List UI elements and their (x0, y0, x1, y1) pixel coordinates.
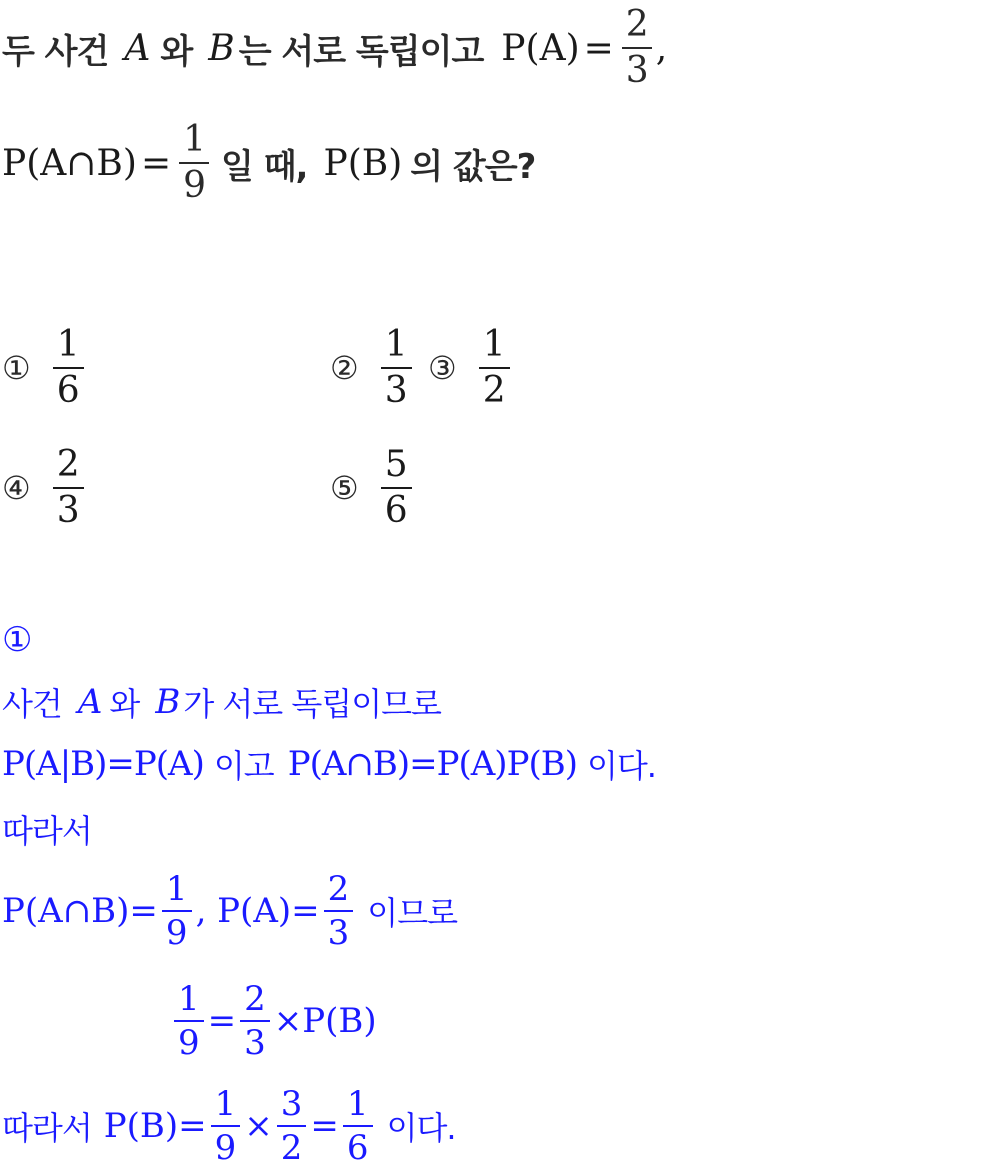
choice-1-label: ① (2, 349, 31, 387)
solution-line6-text: 따라서 (2, 1109, 92, 1147)
choice-2[interactable] (330, 322, 416, 414)
solution-pa-fraction (324, 869, 354, 953)
fraction-num: 2 (327, 869, 350, 909)
question-text-intro: 두 사건 (2, 31, 109, 72)
choice-3-num: 1 (482, 324, 506, 365)
prob-a-num: 2 (625, 4, 648, 45)
prob-ab-label: P(A∩B) (2, 142, 137, 184)
solution-var-a: A (77, 682, 102, 722)
choice-2-label: ② (330, 349, 359, 387)
comma: , (655, 27, 668, 69)
solution-josa-wa: 와 (109, 685, 140, 723)
fraction-den: 6 (346, 1128, 369, 1168)
solution-line4-text: 이므로 (367, 894, 458, 932)
choice-4-label: ④ (2, 469, 31, 507)
choice-2-num: 1 (384, 324, 408, 365)
event-a-var: A (124, 27, 151, 69)
solution-pab-label: P(A∩B)= (2, 891, 158, 931)
choice-1-num: 1 (56, 324, 80, 365)
solution-line-3: 따라서 (2, 812, 92, 850)
solution-pab-fraction (162, 869, 192, 953)
solution-eq-left-fraction (174, 979, 204, 1063)
solution-eq-right-fraction (240, 979, 270, 1063)
prob-a-fraction (622, 4, 652, 91)
question-text-mid: 는 서로 독립이고 (238, 31, 484, 72)
solution-eq-tail: ×P(B) (273, 1001, 377, 1041)
question-text-when: 일 때, (221, 146, 308, 187)
choice-5[interactable] (330, 442, 416, 534)
fraction-num: 1 (178, 979, 200, 1019)
solution-line-1 (2, 682, 441, 722)
prob-a-den: 3 (625, 50, 648, 91)
choice-5-den: 6 (384, 490, 408, 531)
choice-1-den: 6 (56, 370, 80, 411)
solution-f2 (277, 1084, 307, 1168)
solution-line1-post: 가 서로 독립이므로 (183, 685, 441, 723)
prob-ab-num: 1 (183, 119, 206, 160)
solution-indep-eq: P(A∩B)=P(A)P(B) (287, 744, 577, 784)
prob-a-label: P(A) (501, 27, 580, 69)
choice-4-num: 2 (56, 444, 80, 485)
solution-pa-label: , P(A)= (195, 891, 320, 931)
fraction-den: 3 (327, 913, 350, 953)
prob-a-eq: = (583, 27, 614, 69)
choice-3-den: 2 (482, 370, 506, 411)
choice-5-label: ⑤ (330, 469, 359, 507)
solution-line2-and: 이고 (213, 747, 274, 785)
fraction-num: 2 (244, 979, 266, 1019)
choice-3-label: ③ (428, 349, 457, 387)
choice-3-fraction (479, 324, 510, 411)
choice-4[interactable] (2, 442, 88, 534)
event-b-var: B (208, 27, 235, 69)
question-line-2 (2, 118, 535, 208)
fraction-num: 1 (346, 1084, 369, 1124)
solution-line-5 (170, 976, 377, 1066)
solution-times: × (244, 1106, 273, 1146)
solution-var-b: B (155, 682, 180, 722)
solution-f3 (343, 1084, 373, 1168)
fraction-num: 1 (214, 1084, 237, 1124)
fraction-num: 3 (280, 1084, 303, 1124)
question-text-end: 의 값은? (410, 146, 536, 187)
prob-ab-den: 9 (183, 165, 206, 206)
choice-4-den: 3 (56, 490, 80, 531)
choice-2-fraction (381, 324, 412, 411)
fraction-den: 9 (214, 1128, 237, 1168)
solution-line-4 (2, 866, 457, 956)
fraction-den: 2 (280, 1128, 303, 1168)
solution-pb-label: P(B)= (103, 1106, 207, 1146)
solution-line-6 (2, 1082, 456, 1170)
solution-eq: = (310, 1106, 339, 1146)
josa-wa: 와 (160, 31, 193, 72)
choice-1-fraction (53, 324, 84, 411)
solution-line2-end: 이다. (586, 747, 656, 785)
solution-eq-sign: = (207, 1001, 237, 1041)
solution-answer: ① (2, 620, 32, 660)
choice-4-fraction (53, 444, 84, 531)
choice-5-fraction (381, 444, 412, 531)
fraction-den: 9 (178, 1023, 200, 1063)
choice-2-den: 3 (384, 370, 408, 411)
fraction-num: 1 (165, 869, 188, 909)
question-line-1 (2, 4, 668, 91)
solution-line-2 (2, 742, 656, 786)
fraction-den: 3 (244, 1023, 266, 1063)
solution-line1-pre: 사건 (2, 685, 62, 723)
choice-3[interactable] (428, 322, 514, 414)
solution-line6-end: 이다. (386, 1109, 456, 1147)
solution-f1 (211, 1084, 241, 1168)
solution-cond-prob: P(A|B)=P(A) (2, 744, 204, 784)
fraction-den: 9 (165, 913, 188, 953)
prob-ab-fraction (179, 119, 209, 206)
prob-ab-eq: = (140, 142, 172, 184)
prob-b-label: P(B) (323, 142, 403, 184)
choice-1[interactable] (2, 322, 88, 414)
choice-5-num: 5 (384, 444, 408, 485)
